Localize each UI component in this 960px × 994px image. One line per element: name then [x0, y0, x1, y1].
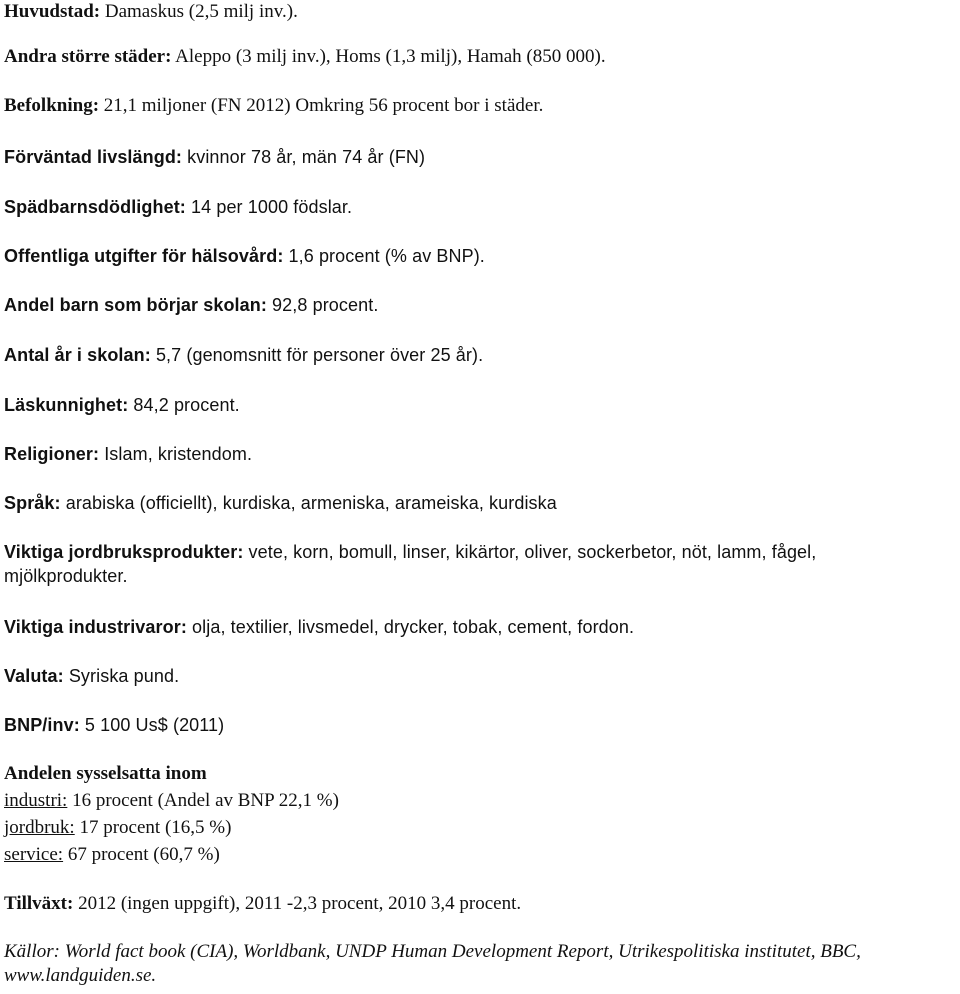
languages-value: arabiska (officiellt), kurdiska, armeniska, arameiska, kurdiska [60, 493, 557, 513]
health-spending-label: Offentliga utgifter för hälsovård: [4, 246, 284, 266]
currency-label: Valuta: [4, 666, 64, 686]
employment-row-industry [4, 789, 958, 813]
school-start-line [4, 293, 958, 317]
agri-products-value: vete, korn, bomull, linser, kikärtor, oliver, sockerbetor, nöt, lamm, fågel, mjölkprodukter. [4, 542, 817, 586]
school-years-value: 5,7 (genomsnitt för personer över 25 år). [150, 345, 484, 365]
currency-value: Syriska pund. [63, 666, 180, 686]
languages-line [4, 491, 958, 515]
religions-value: Islam, kristendom. [99, 444, 253, 464]
agri-products-line [4, 540, 944, 588]
gdp-line [4, 713, 958, 737]
literacy-label: Läskunnighet: [4, 395, 129, 415]
religions-line [4, 442, 958, 466]
currency-line [4, 664, 958, 688]
agri-products-label: Viktiga jordbruksprodukter: [4, 542, 244, 562]
other-cities-label: Andra större städer: [4, 46, 172, 67]
gdp-value: 5 100 Us$ (2011) [79, 715, 225, 735]
capital-line [4, 0, 958, 24]
literacy-value: 84,2 procent. [128, 395, 240, 415]
religions-label: Religioner: [4, 444, 100, 464]
other-cities-value: Aleppo (3 milj inv.), Homs (1,3 milj), Hamah (850 000). [171, 46, 606, 67]
employment-row-service [4, 843, 958, 867]
languages-label: Språk: [4, 493, 61, 513]
capital-label: Huvudstad: [4, 1, 101, 22]
growth-value: 2012 (ingen uppgift), 2011 -2,3 procent, 2010 3,4 procent. [73, 893, 522, 914]
infant-mortality-value: 14 per 1000 födslar. [185, 197, 353, 217]
infant-mortality-line [4, 195, 958, 219]
employment-row-value: 67 procent (60,7 %) [63, 844, 220, 865]
other-cities-line [4, 45, 958, 69]
industry-goods-value: olja, textilier, livsmedel, drycker, tobak, cement, fordon. [186, 617, 635, 637]
employment-row-label: service: [4, 844, 64, 865]
industry-goods-label: Viktiga industrivaror: [4, 617, 187, 637]
literacy-line [4, 393, 958, 417]
industry-goods-line [4, 615, 958, 639]
school-start-label: Andel barn som börjar skolan: [4, 295, 267, 315]
life-expectancy-label: Förväntad livslängd: [4, 147, 183, 167]
school-start-value: 92,8 procent. [266, 295, 379, 315]
life-expectancy-value: kvinnor 78 år, män 74 år (FN) [182, 147, 426, 167]
capital-value: Damaskus (2,5 milj inv.). [100, 1, 298, 22]
health-spending-line [4, 244, 958, 268]
health-spending-value: 1,6 procent (% av BNP). [283, 246, 485, 266]
population-line [4, 94, 958, 118]
infant-mortality-label: Spädbarnsdödlighet: [4, 197, 186, 217]
employment-row-label: industri: [4, 790, 68, 811]
gdp-label: BNP/inv: [4, 715, 80, 735]
employment-row-value: 16 procent (Andel av BNP 22,1 %) [67, 790, 339, 811]
employment-row-value: 17 procent (16,5 %) [74, 817, 232, 838]
employment-row-agriculture [4, 816, 958, 840]
life-expectancy-line [4, 145, 958, 169]
population-label: Befolkning: [4, 95, 100, 116]
school-years-label: Antal år i skolan: [4, 345, 151, 365]
school-years-line [4, 343, 958, 367]
growth-label: Tillväxt: [4, 893, 74, 914]
population-value: 21,1 miljoner (FN 2012) Omkring 56 procent bor i städer. [99, 95, 544, 116]
employment-heading [4, 762, 958, 786]
growth-line [4, 892, 958, 916]
sources-note: Källor: World fact book (CIA), Worldbank, UNDP Human Development Report, Utrikespolitiska institutet, BBC, www.landguiden.se. [4, 941, 861, 986]
employment-row-label: jordbruk: [4, 817, 75, 838]
employment-heading-text: Andelen sysselsatta inom [4, 763, 207, 784]
